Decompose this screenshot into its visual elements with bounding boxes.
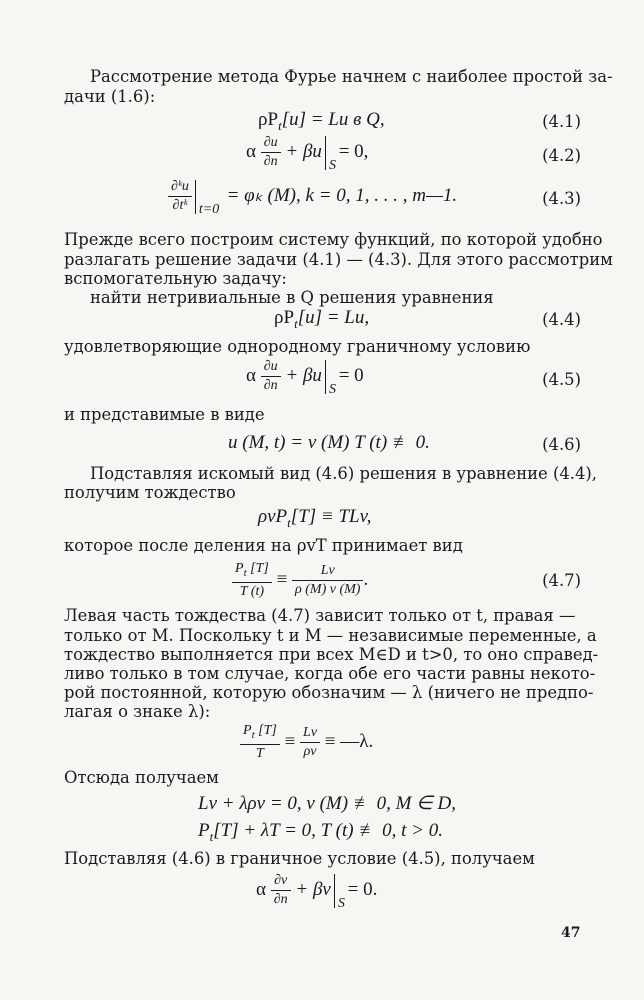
text-line: ливо только в том случае, когда обе его части равны некото-: [64, 664, 596, 683]
equation-number: (4.3): [542, 189, 581, 208]
equation-4-3: $\frac{\text{∂ᵏu}}{\text{∂tᵏ}}$ t=0 = φₖ (M), k = 0, 1, . . . , m—1.: [168, 178, 457, 215]
separation-equation: $\frac{P_t [T]}{T}$ ≡ $\frac{Lv}{\rho v}$ ≡ —λ.: [240, 722, 373, 763]
text-line: дачи (1.6):: [64, 87, 156, 106]
text-line: Подставляя искомый вид (4.6) решения в уравнение (4.4),: [90, 464, 598, 483]
equation-number: (4.1): [542, 112, 581, 131]
text-line: получим тождество: [64, 483, 236, 502]
identity-equation: ρvP$_t$[T] ≡ TLv,: [258, 506, 372, 530]
equation-number: (4.7): [542, 571, 581, 590]
text-line: удовлетворяющие однородному граничному условию: [64, 337, 531, 356]
text-line: только от M. Поскольку t и M — независимые переменные, а: [64, 626, 597, 645]
equation-4-5: α $\frac{\partial u}{\partial n}$ + βu S = 0: [246, 359, 364, 397]
equation-number: (4.5): [542, 370, 581, 389]
equation-4-4: $\rho P_t[u] = Lu$,: [274, 307, 370, 331]
text-line: разлагать решение задачи (4.1) — (4.3). Для этого рассмотрим: [64, 250, 613, 269]
text-line: найти нетривиальные в Q решения уравнения: [90, 288, 494, 307]
equation-4-2: α $\frac{\partial u}{\partial n}$ + βu S = 0,: [246, 135, 369, 173]
text-line: которое после деления на ρvT принимает вид: [64, 536, 463, 555]
text-line: Рассмотрение метода Фурье начнем с наиболее простой за-: [90, 67, 613, 86]
text-line: тождество выполняется при всех M∈D и t>0, то оно справед-: [64, 645, 599, 664]
text-line: Левая часть тождества (4.7) зависит только от t, правая —: [64, 606, 576, 625]
equation-4-1: $\rho P_t[u] = Lu$ в Q,: [258, 109, 385, 133]
equation-number: (4.2): [542, 146, 581, 165]
result-equation-2: $P_t[T] + \lambda T = 0$, T (t) ≢ 0, t > 0.: [198, 820, 443, 844]
text-line: Прежде всего построим систему функций, по которой удобно: [64, 230, 603, 249]
text-line: вспомогательную задачу:: [64, 269, 287, 288]
boundary-condition-equation: α $\frac{\partial v}{\partial n}$ + βv S = 0.: [256, 873, 378, 911]
text-line: Отсюда получаем: [64, 768, 219, 787]
text-line: Подставляя (4.6) в граничное условие (4.5), получаем: [64, 849, 535, 868]
result-equation-1: Lv + λρv = 0, v (M) ≢ 0, M ∈ D,: [198, 793, 456, 814]
equation-number: (4.4): [542, 310, 581, 329]
equation-4-6: u (M, t) = v (M) T (t) ≢ 0.: [228, 432, 430, 453]
equation-4-7: $\frac{P_t [T]}{T (t)}$ ≡ $\frac{Lv}{\rho (M) v (M)}$ .: [232, 560, 368, 601]
equation-number: (4.6): [542, 435, 581, 454]
text-line: рой постоянной, которую обозначим — λ (ничего не предпо-: [64, 683, 594, 702]
page-number: 47: [561, 925, 581, 941]
text-line: лагая о знаке λ):: [64, 702, 211, 721]
text-line: и представимые в виде: [64, 405, 265, 424]
